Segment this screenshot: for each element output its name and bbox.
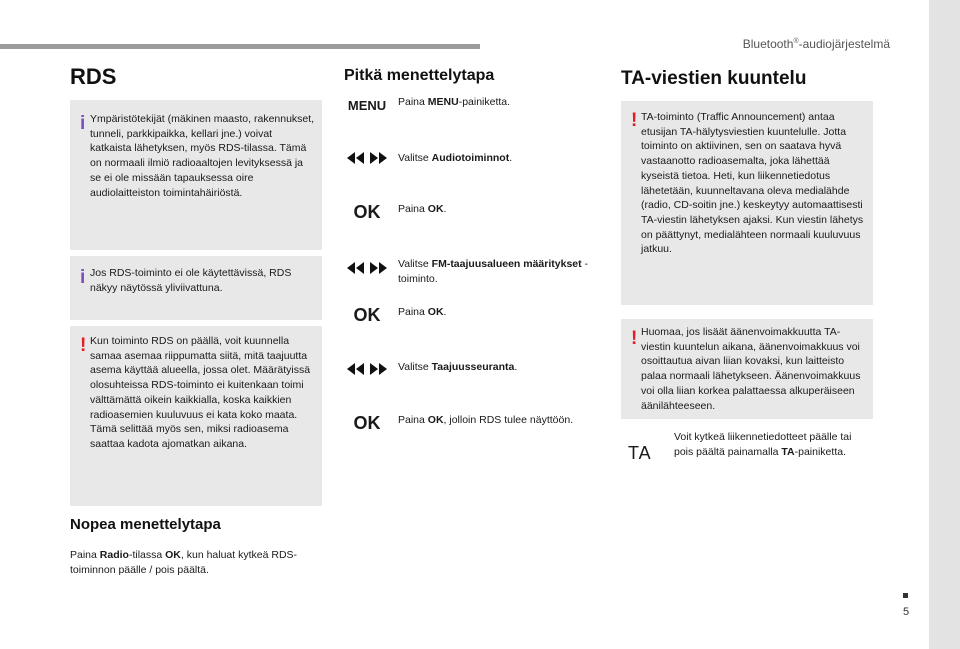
long-procedure-title: Pitkä menettelytapa	[344, 67, 495, 84]
ta-button-icon: TA	[628, 443, 652, 463]
ta-note: Voit kytkeä liikennetiedotteet päälle tai pois päältä painamalla TA-painiketta.	[674, 431, 852, 458]
ta-title: TA-viestien kuuntelu	[621, 68, 807, 89]
rds-warning-box	[70, 326, 322, 506]
step-6: Valitse Taajuusseuranta.	[398, 361, 518, 373]
top-rule	[0, 44, 480, 49]
step-5: Paina OK.	[398, 306, 447, 318]
rds-info-text-1: Ympäristötekijät (mäkinen maasto, rakennukset, tunneli, parkkipaikka, kellari jne.) voivat katkaista lähetyksen, myös RDS-tilassa. Tämä on normaali ilmiö radioaaltojen levityksessä ja se ei ole missään tapauksessa oire audiolaitteiston toimintahäiriöstä.	[90, 113, 315, 199]
warning-icon: !	[631, 328, 638, 349]
running-header: Bluetooth®-audiojärjestelmä	[742, 37, 890, 51]
ta-warning-box-1	[621, 101, 873, 305]
rds-info-text-2: Jos RDS-toiminto ei ole käytettävissä, RDS näkyy näytössä yliviivattuna.	[90, 267, 292, 294]
ok-button-icon: OK	[353, 413, 381, 433]
quick-procedure-title: Nopea menettelytapa	[70, 516, 221, 533]
step-7: Paina OK, jolloin RDS tulee näyttöön.	[398, 414, 574, 426]
page-number: 5	[903, 606, 910, 618]
ok-button-icon: OK	[353, 202, 381, 222]
arrows-icon	[346, 152, 388, 164]
step-2: Valitse Audiotoiminnot.	[398, 152, 513, 164]
ta-warning-box-2	[621, 319, 873, 419]
rds-info-box-1	[70, 100, 322, 250]
warning-icon: !	[80, 335, 87, 356]
ta-warning-text-2: Huomaa, jos lisäät äänenvoimakkuutta TA-viestin kuuntelun aikana, äänenvoimakkuus voi osoittautua aivan liian kovaksi, kun laitteisto palaa normaali lähetykseen. Äänenvoimakkuus voi olla liian korkea palattaessa alkuperäiseen äänilähteeseen.	[641, 326, 861, 412]
rds-title: RDS	[70, 64, 117, 89]
ta-warning-text-1: TA-toiminto (Traffic Announcement) antaa etusijan TA-hälytysviestien kuuntelulle. Jotta toiminto on aktiivinen, sen on saatava hyvä vastaanotto radioasemalta, joka lähettää kyseistä tietoa. Heti, kun liikennetiedotus lähetetään, kuunneltavana oleva medialähde (radio, CD-soitin jne.) keskeytyy automaattisesti TA-viestin lähetyksen ajaksi. Kun viestin lähetys on päättynyt, medialähteen normaali kuuluvuus jatkuu.	[641, 111, 864, 256]
page-marker	[903, 593, 908, 598]
step-3: Paina OK.	[398, 203, 447, 215]
arrows-icon	[346, 262, 388, 274]
step-1: Paina MENU-painiketta.	[398, 96, 511, 108]
menu-button-icon: MENU	[347, 98, 387, 113]
rds-warning-text: Kun toiminto RDS on päällä, voit kuunnella samaa asemaa riippumatta siitä, mitä taajuutta asema käyttää alueella, jossa olet. Määrätyissä olosuhteissa RDS-toiminto ei kuitenkaan toimi välttämättä oikein kaikkialla, koska kaikkien radioasemien kuuluvuus ei kata koko maata. Tämä selittää myös sen, miksi radioasema saattaa kadota ajomatkan aikana.	[90, 335, 311, 450]
step-4: Valitse FM-taajuusalueen määritykset -toiminto.	[398, 258, 589, 285]
warning-icon: !	[631, 110, 638, 131]
ok-button-icon: OK	[353, 305, 381, 325]
quick-procedure-text: Paina Radio-tilassa OK, kun haluat kytkeä RDS-toiminnon päälle / pois päältä.	[70, 549, 298, 576]
side-strip	[929, 0, 960, 649]
info-icon: i	[80, 113, 86, 134]
info-icon: i	[80, 267, 86, 288]
arrows-icon	[346, 363, 388, 375]
rds-info-box-2	[70, 256, 322, 320]
